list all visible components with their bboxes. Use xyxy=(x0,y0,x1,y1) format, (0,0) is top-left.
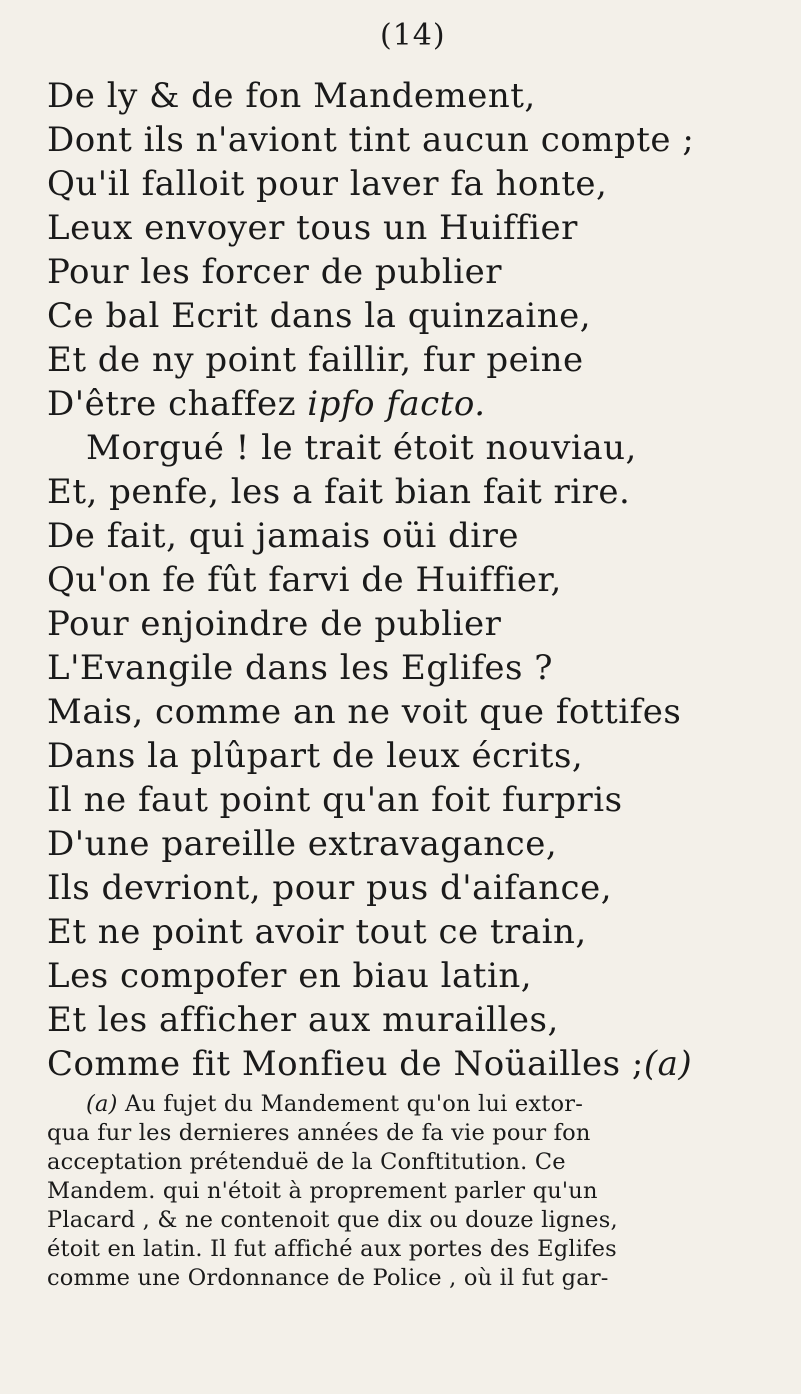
verse-line: De ly & de fon Mandement, xyxy=(47,76,536,116)
verse-line: Et de ny point faillir, fur peine xyxy=(47,340,584,380)
verse-text: Comme fit Monfieu de Noüailles ; xyxy=(47,1044,644,1084)
footnote-line: acceptation prétenduë de la Conftitution. Ce xyxy=(47,1149,566,1175)
verse-line: Mais, comme an ne voit que fottifes xyxy=(47,692,682,732)
verse-line: Et ne point avoir tout ce train, xyxy=(47,912,587,952)
verse-line: Dont ils n'aviont tint aucun compte ; xyxy=(47,120,695,160)
verse-line: De fait, qui jamais oüi dire xyxy=(47,516,520,556)
footnote-line: comme une Ordonnance de Police , où il fut gar- xyxy=(47,1265,609,1291)
verse-line: Morgué ! le trait étoit nouviau, xyxy=(86,428,637,468)
footnote-line: Mandem. qui n'étoit à proprement parler qu'un xyxy=(47,1178,598,1204)
verse-line: Et les afficher aux murailles, xyxy=(47,1000,559,1040)
verse-line: Ce bal Ecrit dans la quinzaine, xyxy=(47,296,592,336)
verse-line: Il ne faut point qu'an foit furpris xyxy=(47,780,623,820)
verse-line: Et, penfe, les a fait bian fait rire. xyxy=(47,472,631,512)
footnote-marker: (a) xyxy=(86,1091,118,1117)
verse-line: Les compofer en biau latin, xyxy=(47,956,533,996)
verse-line: Dans la plûpart de leux écrits, xyxy=(47,736,584,776)
verse-line: Qu'on fe fût farvi de Huiffier, xyxy=(47,560,562,600)
verse-text: D'être chaffez xyxy=(47,384,296,424)
footnote-line xyxy=(86,1090,583,1118)
page-number: (14) xyxy=(380,18,446,53)
footnote-reference: (a) xyxy=(643,1044,693,1084)
verse-line: L'Evangile dans les Eglifes ? xyxy=(47,648,554,688)
verse-line: Pour enjoindre de publier xyxy=(47,604,502,644)
footnote-line: étoit en latin. Il fut affiché aux portes des Eglifes xyxy=(47,1236,617,1262)
latin-phrase: ipfo facto. xyxy=(307,384,486,424)
verse-line: Pour les forcer de publier xyxy=(47,252,502,292)
footnote-line: qua fur les dernieres années de fa vie pour fon xyxy=(47,1120,591,1146)
footnote-line: Placard , & ne contenoit que dix ou douze lignes, xyxy=(47,1207,618,1233)
verse-line: Qu'il falloit pour laver fa honte, xyxy=(47,164,608,204)
footnote-text: Au fujet du Mandement qu'on lui extor- xyxy=(124,1091,584,1117)
verse-line xyxy=(47,384,486,424)
verse-line: D'une pareille extravagance, xyxy=(47,824,558,864)
verse-line xyxy=(47,1044,692,1084)
verse-line: Leux envoyer tous un Huiffier xyxy=(47,208,578,248)
verse-line: Ils devriont, pour pus d'aifance, xyxy=(47,868,613,908)
